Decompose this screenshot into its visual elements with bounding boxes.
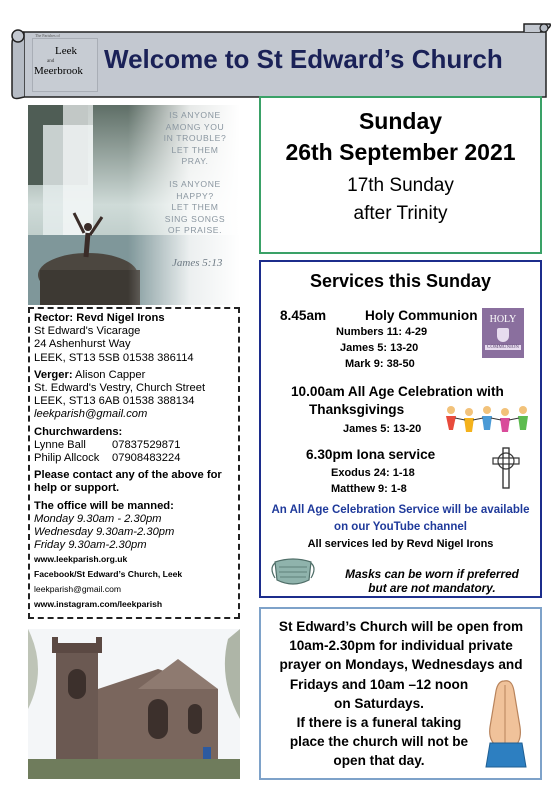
verger-address-line: St. Edward's Vestry, Church Street	[34, 382, 206, 395]
church-photo	[28, 629, 240, 779]
service1-name: Holy Communion	[365, 308, 478, 323]
date-heading: 26th September 2021	[285, 139, 516, 165]
services-box	[259, 260, 542, 598]
scripture-quote: IS ANYONE AMONG YOU IN TROUBLE? LET THEM PRAY. IS ANYONE HAPPY? LET THEM SING SONGS OF PRAISE.	[163, 110, 227, 236]
verger-line: Verger: Alison Capper	[34, 368, 146, 381]
contact-box	[28, 307, 240, 619]
rector-address-line: LEEK, ST13 5SB 01538 386114	[34, 351, 194, 364]
reading: Numbers 11: 4-29	[336, 326, 428, 338]
logo-leek-text: Leek	[55, 45, 77, 57]
office-hours-line: Friday 9.30am-2.30pm	[34, 539, 147, 552]
instagram-link[interactable]: www.instagram.com/leekparish	[34, 599, 163, 610]
opening-hours-text: St Edward’s Church will be open from 10am-2.30pm for individual private prayer on Mondays, Wednesdays and Fridays and 10am –12 noon on Saturdays. If there is a funeral taking place the church will not be open that day.	[278, 619, 524, 769]
office-heading: The office will be manned:	[34, 499, 174, 512]
service2-line1: 10.00am All Age Celebration with	[291, 384, 504, 399]
rector-heading: Rector: Revd Nigel Irons	[34, 312, 165, 324]
verger-email[interactable]: leekparish@gmail.com	[34, 408, 148, 421]
rector-address-line: 24 Ashenhurst Way	[34, 338, 131, 351]
reading: Exodus 24: 1-18	[331, 467, 415, 479]
celtic-cross-icon	[490, 446, 522, 490]
email-link[interactable]: leekparish@gmail.com	[34, 584, 122, 595]
contact-note: Please contact any of the above for help or support.	[34, 469, 222, 495]
praying-hands-icon	[476, 677, 536, 773]
service1-time: 8.45am	[280, 308, 327, 323]
liturgical-day: 17th Sunday	[347, 175, 454, 196]
reading: James 5: 13-20	[340, 342, 419, 354]
mask-notice: Masks can be worn if preferred but are not mandatory.	[345, 567, 519, 595]
website-link[interactable]: www.leekparish.org.uk	[34, 554, 128, 565]
dancing-children-icon	[443, 402, 533, 442]
rector-address-line: St Edward's Vicarage	[34, 325, 141, 338]
service3-title: 6.30pm Iona service	[306, 447, 436, 462]
reading: Mark 9: 38-50	[345, 358, 415, 370]
verger-address-line: LEEK, ST13 6AB 01538 388134	[34, 395, 195, 408]
date-box	[259, 96, 542, 254]
waterfall-scripture-image	[28, 105, 240, 305]
churchwarden-row: Philip Allcock 07908483224	[34, 452, 181, 465]
scripture-reference: James 5:13	[172, 257, 223, 269]
day-heading: Sunday	[358, 108, 443, 134]
liturgical-day-suffix: after Trinity	[353, 203, 448, 224]
service2-line2: Thanksgivings	[309, 402, 405, 417]
churchwardens-heading: Churchwardens:	[34, 425, 123, 438]
parish-logo	[32, 33, 98, 92]
church-building	[28, 629, 240, 779]
office-hours-line: Monday 9.30am - 2.30pm	[34, 512, 162, 525]
office-hours-line: Wednesday 9.30am-2.30pm	[34, 526, 175, 539]
holy-communion-icon: HOLY COMMUNION	[482, 308, 524, 358]
churchwarden-row: Lynne Ball 07837529871	[34, 438, 181, 451]
led-by-note: All services led by Revd Nigel Irons	[307, 538, 494, 550]
logo-and-text: and	[47, 59, 55, 64]
facebook-link[interactable]: Facebook/St Edward’s Church, Leek	[34, 569, 183, 580]
opening-hours-box	[259, 607, 542, 780]
youtube-line1: An All Age Celebration Service will be available	[271, 504, 530, 516]
reading: James 5: 13-20	[343, 423, 422, 435]
youtube-line2: on our YouTube channel	[334, 521, 467, 533]
header-banner	[4, 22, 552, 100]
reading: Matthew 9: 1-8	[331, 483, 407, 495]
logo-meerbrook-text: Meerbrook	[34, 65, 83, 77]
face-mask-icon	[269, 554, 317, 590]
page-title: Welcome to St Edward’s Church	[104, 44, 503, 74]
logo-small-text: The Parishes of	[35, 33, 60, 38]
services-title: Services this Sunday	[309, 271, 492, 291]
